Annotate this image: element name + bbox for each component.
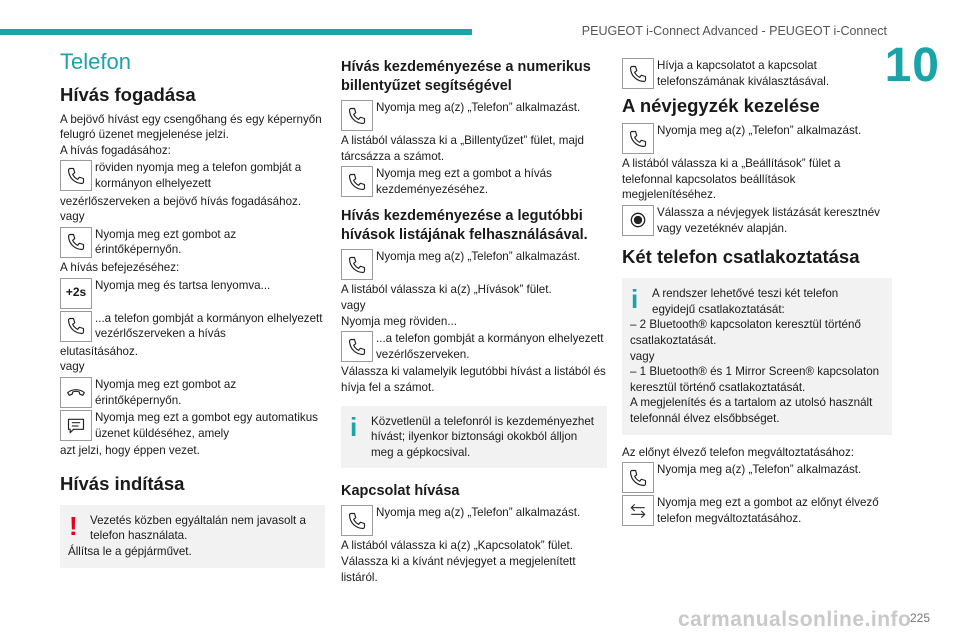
heading-manage-contacts: A névjegyzék kezelése: [622, 95, 820, 117]
header-accent-bar: [0, 29, 472, 35]
running-header: PEUGEOT i-Connect Advanced - PEUGEOT i-Connect: [581, 24, 887, 38]
phone-icon: [622, 58, 654, 89]
paragraph: elutasításához.: [60, 344, 138, 358]
message-icon: [60, 410, 92, 441]
phone-icon: [622, 123, 654, 154]
paragraph: Válassza ki a kívánt névjegyet a megjelenített listáról.: [341, 554, 576, 584]
column-1: [60, 49, 325, 578]
instruction-row: Nyomja meg a(z) „Telefon” alkalmazást.: [622, 462, 892, 493]
watermark: carmanualsonline.info: [678, 608, 912, 631]
instruction-row: Válassza a névjegyek listázását keresztnév vagy vezetéknév alapján.: [622, 205, 892, 236]
heading-start-call: Hívás indítása: [60, 472, 185, 494]
info-box: i Közvetlenül a telefonról is kezdeményezhet hívást; ilyenkor biztonsági okokból álljon meg a gépkocsival.: [341, 406, 607, 469]
paragraph: vagy: [60, 360, 85, 374]
instruction-row: Nyomja meg a(z) „Telefon” alkalmazást.: [341, 249, 607, 280]
phone-icon: [622, 462, 654, 493]
phone-icon: [60, 160, 92, 191]
warning-icon: !: [69, 510, 78, 541]
section-title: Telefon: [60, 49, 131, 74]
heading-recent-calls: Hívás kezdeményezése a legutóbbi hívások listájának felhasználásával.: [341, 208, 588, 244]
paragraph: A hívás fogadásához:: [60, 143, 171, 157]
info-icon: i: [350, 411, 358, 442]
instruction-row: Nyomja meg a(z) „Telefon” alkalmazást.: [341, 505, 607, 536]
paragraph: Nyomja meg röviden...: [341, 314, 457, 328]
instruction-row: Nyomja meg ezt gombot az érintőképernyőn.: [60, 227, 325, 258]
phone-icon: [60, 311, 92, 342]
radio-selected-icon: [622, 205, 654, 236]
paragraph: vagy: [60, 210, 85, 224]
instruction-row: Nyomja meg ezt gombot az érintőképernyőn.: [60, 377, 325, 408]
instruction-row: Nyomja meg ezt a gombot egy automatikus üzenet küldéséhez, amely: [60, 410, 325, 441]
paragraph: vezérlőszerveken a bejövő hívás fogadásához.: [60, 194, 302, 208]
paragraph: A listából válassza ki a „Billentyűzet” fület, majd tárcsázza a számot.: [341, 134, 584, 163]
phone-icon: [341, 331, 373, 362]
phone-icon: [60, 227, 92, 258]
paragraph: Az előnyt élvező telefon megváltoztatásához:: [622, 445, 855, 459]
info-box: i A rendszer lehetővé teszi két telefon egyidejű csatlakoztatását: – 2 Bluetooth® kapcsolaton keresztül történő csatlakoztatását. vagy – 1 Bluetooth® és 1 Mirror Screen® kapcsolaton keresztül történő csatlakoztatását. A megjelenítés és a tartalom az utolsó használt telefonnál élvez elsőbbséget.: [622, 278, 892, 434]
column-2: [341, 54, 607, 585]
instruction-row: ...a telefon gombját a kormányon elhelyezett vezérlőszerveken a hívás: [60, 311, 325, 342]
heading-numeric-keypad: Hívás kezdeményezése a numerikus billentyűzet segítségével: [341, 59, 591, 94]
paragraph: A listából válassza ki a „Beállítások” fület a telefonnal kapcsolatos beállítások megjelenítéséhez.: [622, 157, 841, 202]
phone-icon: [341, 249, 373, 280]
paragraph: A listából válassza ki a(z) „Kapcsolatok” fület.: [341, 539, 573, 553]
hangup-icon: [60, 377, 92, 408]
instruction-row: +2s Nyomja meg és tartsa lenyomva...: [60, 278, 325, 309]
column-3: [622, 54, 892, 528]
instruction-row: Hívja a kapcsolatot a kapcsolat telefonszámának kiválasztásával.: [622, 58, 892, 89]
paragraph: Válassza ki valamelyik legutóbbi hívást a listából és hívja fel a számot.: [341, 365, 606, 394]
instruction-row: ...a telefon gombját a kormányon elhelyezett vezérlőszerveken.: [341, 331, 607, 362]
paragraph: azt jelzi, hogy éppen vezet.: [60, 444, 200, 458]
paragraph: vagy: [341, 298, 366, 312]
chapter-number: 10: [884, 39, 940, 92]
heading-two-phones: Két telefon csatlakoztatása: [622, 246, 860, 268]
warning-box: ! Vezetés közben egyáltalán nem javasolt a telefon használata. Állítsa le a gépjárművet.: [60, 505, 325, 568]
instruction-row: Nyomja meg a(z) „Telefon” alkalmazást.: [622, 123, 892, 154]
swap-arrows-icon: [622, 495, 654, 526]
instruction-row: röviden nyomja meg a telefon gombját a kormányon elhelyezett: [60, 160, 325, 191]
paragraph: A hívás befejezéséhez:: [60, 260, 180, 274]
phone-icon: [341, 505, 373, 536]
heading-receive-call: Hívás fogadása: [60, 83, 196, 105]
phone-icon: [341, 100, 373, 131]
instruction-row: Nyomja meg ezt a gombot a hívás kezdeményezéséhez.: [341, 166, 607, 197]
paragraph: A listából válassza ki a(z) „Hívások” fület.: [341, 283, 552, 297]
plus-2s-icon: +2s: [60, 278, 92, 309]
paragraph: A bejövő hívást egy csengőhang és egy képernyőn felugró üzenet megjelenése jelzi.: [60, 112, 322, 142]
instruction-row: Nyomja meg ezt a gombot az előnyt élvező telefon megváltoztatásához.: [622, 495, 892, 526]
instruction-row: Nyomja meg a(z) „Telefon” alkalmazást.: [341, 100, 607, 131]
heading-call-contact: Kapcsolat hívása: [341, 483, 460, 500]
page-number: 225: [909, 611, 930, 625]
phone-icon: [341, 166, 373, 197]
info-icon: i: [631, 284, 639, 315]
